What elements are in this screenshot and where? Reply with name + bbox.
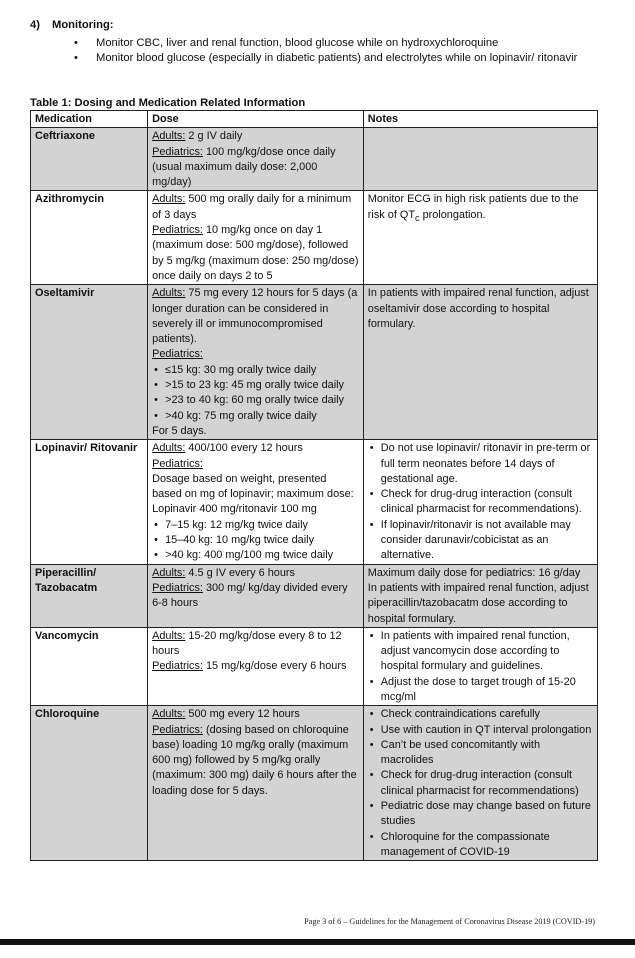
adults-label: Adults:: [152, 193, 186, 206]
list-item: • >40 kg: 400 mg/100 mg twice daily: [165, 548, 359, 563]
list-item: • Check for drug-drug interaction (consult clinical pharmacist for recommendations): [381, 768, 593, 799]
adults-dose: [152, 192, 359, 223]
medication-cell: [31, 627, 148, 705]
notes-text: prolongation.: [419, 208, 486, 221]
notes-text: Monitor ECG in high risk patients due to the risk of QT: [367, 193, 579, 221]
notes-cell: [363, 128, 597, 191]
pediatrics-dose-text: (dosing based on chloroquine base) loading 10 mg/kg orally (maximum 600 mg) followed by 5 mg/kg orally (maximum: 300 mg) daily 6 hours after the loading dose for 5 days.: [152, 723, 357, 797]
dosing-table: [30, 110, 598, 861]
dose-cell: [148, 285, 364, 440]
header-medication: Medication: [31, 111, 148, 128]
list-item: • Use with caution in QT interval prolongation: [381, 723, 593, 738]
pediatrics-dose: [152, 659, 359, 674]
list-item: • 7–15 kg: 12 mg/kg twice daily: [165, 518, 359, 533]
adults-dose-text: 2 g IV daily: [185, 130, 243, 143]
adults-label: Adults:: [152, 566, 186, 579]
monitoring-item: • Monitor CBC, liver and renal function, blood glucose while on hydroxychloroquine: [96, 36, 610, 51]
list-item: • Check contraindications carefully: [381, 707, 593, 722]
table-header-row: [31, 111, 598, 128]
medication-cell: [31, 128, 148, 191]
list-item: • Chloroquine for the compassionate management of COVID-19: [381, 830, 593, 861]
pediatrics-label: Pediatrics:: [152, 224, 203, 237]
medication-name: Tazobacatm: [35, 581, 98, 594]
list-item: • In patients with impaired renal function, adjust vancomycin dose according to hospital formulary and guidelines.: [381, 629, 593, 675]
medication-cell: [31, 564, 148, 627]
monitoring-section: [30, 18, 610, 66]
table-caption: Table 1: Dosing and Medication Related Information: [30, 97, 306, 109]
pediatrics-weight-list: [152, 518, 359, 564]
list-item: • Pediatric dose may change based on future studies: [381, 799, 593, 830]
pediatrics-label: Pediatrics:: [152, 457, 203, 470]
adults-dose: [152, 566, 359, 581]
list-item: • Adjust the dose to target trough of 15-20 mcg/ml: [381, 675, 593, 706]
adults-label: Adults:: [152, 287, 186, 300]
notes-cell: [363, 564, 597, 627]
adults-dose: [152, 286, 359, 347]
medication-name: Lopinavir/ Ritovanir: [35, 442, 138, 455]
notes-cell: [363, 706, 597, 861]
adults-dose: [152, 629, 359, 660]
monitoring-item: • Monitor blood glucose (especially in diabetic patients) and electrolytes while on lopinavir/ ritonavir: [96, 51, 610, 66]
list-item: • >40 kg: 75 mg orally twice daily: [165, 409, 359, 424]
monitoring-heading: [30, 18, 610, 33]
adults-dose-text: 500 mg orally daily for a minimum of 3 days: [152, 193, 352, 221]
table-row: [31, 440, 598, 564]
medication-name: Chloroquine: [35, 708, 100, 721]
pediatrics-label: Pediatrics:: [152, 660, 203, 673]
duration-text: For 5 days.: [152, 424, 207, 437]
dose-cell: [148, 440, 364, 564]
notes-subscript: c: [415, 212, 420, 223]
dose-cell: [148, 564, 364, 627]
section-title: Monitoring:: [52, 19, 114, 31]
table-row: [31, 285, 598, 440]
list-item: • Can’t be used concomitantly with macrolides: [381, 738, 593, 769]
medication-cell: [31, 191, 148, 285]
page-footer: Page 3 of 6 – Guidelines for the Management of Coronavirus Disease 2019 (COVID-19): [304, 917, 595, 926]
adults-dose-text: 75 mg every 12 hours for 5 days (a longer duration can be considered in severely ill or immunocompromised patients).: [152, 287, 358, 346]
adults-dose: [152, 441, 359, 456]
medication-name: Oseltamivir: [35, 287, 95, 300]
pediatrics-dose-text: 10 mg/kg once on day 1 (maximum dose: 500 mg/dose), followed by 5 mg/kg (maximum dose: 250 mg/dose) once daily on days 2 to 5: [152, 224, 359, 282]
header-dose: Dose: [148, 111, 364, 128]
monitoring-list: [30, 36, 610, 66]
pediatrics-dose: [152, 723, 359, 799]
adults-label: Adults:: [152, 442, 186, 455]
medication-name: Azithromycin: [35, 193, 104, 206]
pediatrics-dose-text: Dosage based on weight, presented based on mg of lopinavir; maximum dose: Lopinavir 400 mg/ritonavir 100 mg: [152, 472, 354, 516]
adults-label: Adults:: [152, 130, 186, 143]
notes-text: Maximum daily dose for pediatrics: 16 g/day: [367, 566, 581, 579]
medication-cell: [31, 706, 148, 861]
notes-list: [368, 629, 593, 705]
pediatrics-dose: [152, 145, 359, 191]
page-bottom-bar: [0, 939, 635, 945]
section-number: 4): [30, 19, 40, 31]
notes-list: [368, 441, 593, 563]
notes-cell: [363, 440, 597, 564]
notes-cell: [363, 627, 597, 705]
adults-label: Adults:: [152, 708, 186, 721]
medication-name: Vancomycin: [35, 629, 99, 642]
dose-cell: [148, 191, 364, 285]
dose-cell: [148, 627, 364, 705]
list-item: • Check for drug-drug interaction (consult clinical pharmacist for recommendations).: [381, 487, 593, 518]
pediatrics-label: Pediatrics:: [152, 581, 203, 594]
adults-dose-text: 500 mg every 12 hours: [185, 708, 300, 721]
list-item: • Do not use lopinavir/ ritonavir in pre-term or full term neonates before 14 days of gestational age.: [381, 441, 593, 487]
notes-cell: In patients with impaired renal function, adjust oseltamivir dose according to hospital formulary.: [363, 285, 597, 440]
adults-dose: [152, 707, 359, 722]
medication-name: Ceftriaxone: [35, 130, 95, 143]
pediatrics-dose: [152, 581, 359, 612]
table-row: [31, 564, 598, 627]
table-row: [31, 128, 598, 191]
adults-dose-text: 15-20 mg/kg/dose every 8 to 12 hours: [152, 629, 342, 658]
adults-dose-text: 4.5 g IV every 6 hours: [185, 566, 295, 579]
pediatrics-dose-text: 100 mg/kg/dose once daily (usual maximum daily dose: 2,000 mg/day): [152, 145, 336, 189]
header-notes: Notes: [363, 111, 597, 128]
pediatrics-dose-text: 15 mg/kg/dose every 6 hours: [202, 660, 347, 673]
adults-dose-text: 400/100 every 12 hours: [185, 442, 303, 455]
medication-cell: [31, 285, 148, 440]
list-item: • If lopinavir/ritonavir is not available may consider darunavir/cobicistat as an alternative.: [381, 518, 593, 564]
pediatrics-weight-list: [152, 363, 359, 424]
pediatrics-label: Pediatrics:: [152, 348, 203, 361]
notes-cell: [363, 191, 597, 285]
pediatrics-dose: [152, 223, 359, 284]
table-row: [31, 706, 598, 861]
pediatrics-label: Pediatrics:: [152, 145, 203, 158]
table-row: [31, 191, 598, 285]
notes-text: In patients with impaired renal function, adjust piperacillin/tazobacatm dose according to hospital formulary.: [367, 581, 589, 625]
adults-dose: [152, 129, 359, 144]
pediatrics-label: Pediatrics:: [152, 723, 203, 736]
pediatrics-dose-text: 300 mg/ kg/day divided every 6-8 hours: [152, 581, 348, 610]
dose-cell: [148, 706, 364, 861]
list-item: • 15–40 kg: 10 mg/kg twice daily: [165, 533, 359, 548]
adults-label: Adults:: [152, 629, 186, 642]
dose-cell: [148, 128, 364, 191]
list-item: • ≤15 kg: 30 mg orally twice daily: [165, 363, 359, 378]
table-row: [31, 627, 598, 705]
medication-name: Piperacillin/: [35, 566, 97, 579]
medication-cell: [31, 440, 148, 564]
list-item: • >15 to 23 kg: 45 mg orally twice daily: [165, 378, 359, 393]
notes-list: [368, 707, 593, 860]
list-item: • >23 to 40 kg: 60 mg orally twice daily: [165, 393, 359, 408]
